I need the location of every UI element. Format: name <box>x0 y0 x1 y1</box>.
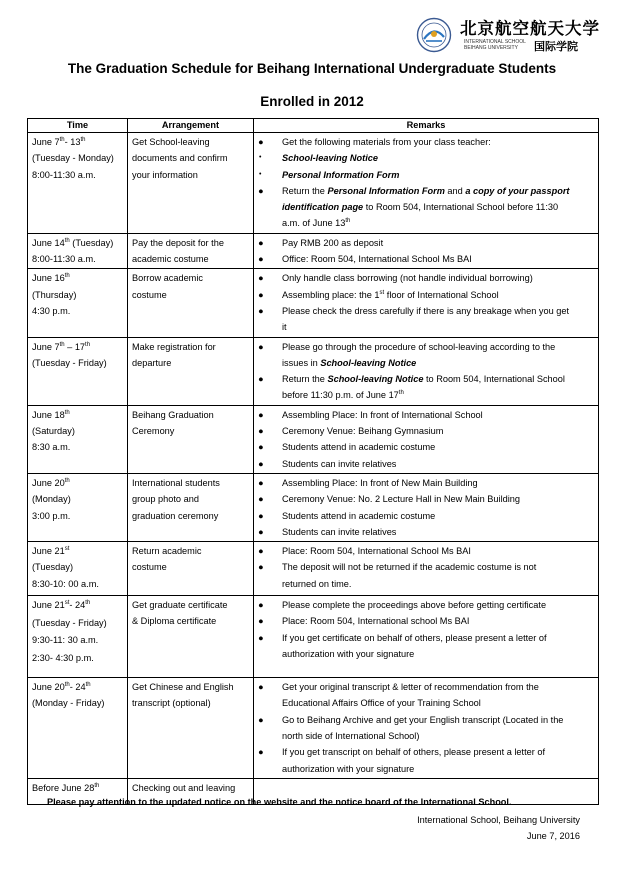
time-line <box>32 439 123 455</box>
remark-item <box>258 597 594 613</box>
arrangement-line: Checking out and leaving <box>132 782 236 793</box>
text-segment: - 13 <box>64 137 81 147</box>
text-segment: Pay RMB 200 as deposit <box>282 237 384 248</box>
bullet-icon: ● <box>258 341 264 352</box>
remark-item <box>258 371 594 404</box>
text-segment: Assembling Place: In front of International School <box>282 409 483 420</box>
remarks-cell <box>254 596 599 678</box>
remark-item <box>258 559 594 592</box>
text-segment: north side of International School) <box>282 731 420 742</box>
time-line <box>32 251 123 267</box>
superscript: th <box>345 218 351 225</box>
superscript: th <box>64 237 70 244</box>
arrangement-cell <box>128 542 254 596</box>
table-row <box>28 596 599 678</box>
text-segment: (Tuesday) <box>69 237 114 248</box>
remarks-cell <box>254 678 599 779</box>
text-segment: Students can invite relatives <box>282 458 397 469</box>
arrangement-line: Pay the deposit for the <box>132 237 224 248</box>
table-row <box>28 133 599 234</box>
superscript: th <box>85 341 91 348</box>
text-segment: a.m. of June 13 <box>282 218 346 229</box>
time-line <box>32 559 123 575</box>
bullet-icon: ● <box>258 747 264 758</box>
arrangement-cell <box>128 596 254 678</box>
text-segment: June 18 <box>32 409 65 420</box>
bullet-icon: ● <box>258 137 264 147</box>
time-line <box>32 150 123 166</box>
text-segment: (Tuesday - Friday) <box>32 357 107 368</box>
remark-item <box>258 150 594 166</box>
superscript: th <box>59 137 65 143</box>
bullet-icon: ● <box>258 185 264 196</box>
remarks-list <box>258 134 594 232</box>
remark-item <box>258 134 594 150</box>
remarks-cell <box>254 405 599 473</box>
arrangement-cell <box>128 473 254 541</box>
superscript: st <box>379 289 385 296</box>
text-segment: If you get certificate on behalf of others, please present a letter of <box>282 632 547 643</box>
text-segment: June 20 <box>32 682 65 693</box>
text-segment: 8:30 a.m. <box>32 442 71 453</box>
bullet-icon: ● <box>258 562 264 573</box>
table-row <box>28 269 599 337</box>
remarks-list <box>258 339 594 404</box>
emphasis-text: Personal Information Form <box>282 169 400 180</box>
remark-item <box>258 712 594 745</box>
text-segment: before 11:30 p.m. of June 17 <box>282 390 399 401</box>
text-segment: Students can invite relatives <box>282 526 397 537</box>
text-segment: June 14 <box>32 237 65 248</box>
superscript: th <box>94 782 100 789</box>
emphasis-text: identification page <box>282 202 364 213</box>
text-segment: (Tuesday - Friday) <box>32 617 107 628</box>
time-line <box>32 780 123 796</box>
remark-item <box>258 339 594 372</box>
arrangement-line: group photo and <box>132 494 199 505</box>
remark-item <box>258 287 594 303</box>
superscript: th <box>64 477 70 484</box>
text-segment: June 20 <box>32 477 65 488</box>
bullet-icon: ● <box>258 237 264 248</box>
arrangement-cell <box>128 405 254 473</box>
remark-item <box>258 167 594 183</box>
text-segment: 4:30 p.m. <box>32 305 71 316</box>
text-segment: Students attend in academic costume <box>282 442 436 453</box>
remarks-cell <box>254 269 599 337</box>
text-segment: returned on time. <box>282 578 352 589</box>
text-segment: June 21 <box>32 546 65 557</box>
remarks-cell <box>254 133 599 234</box>
time-line <box>32 543 123 559</box>
time-line <box>32 695 123 711</box>
remarks-list <box>258 407 594 472</box>
time-line <box>32 423 123 439</box>
arrangement-line: & Diploma certificate <box>132 616 217 627</box>
text-segment: and <box>444 185 466 196</box>
text-segment: Assembling place: the 1 <box>282 289 380 300</box>
bullet-icon: ● <box>258 714 264 725</box>
bullet-icon: ● <box>258 273 264 284</box>
bullet-icon: ● <box>258 374 264 385</box>
text-segment: June 7 <box>32 341 60 352</box>
time-line <box>32 355 123 371</box>
time-line <box>32 576 123 592</box>
arrangement-line: Return academic <box>132 546 202 557</box>
time-line <box>32 407 123 423</box>
time-cell <box>28 405 128 473</box>
text-segment: 3:00 p.m. <box>32 510 71 521</box>
table-row <box>28 678 599 779</box>
text-segment: 2:30- 4:30 p.m. <box>32 652 94 663</box>
text-segment: June 16 <box>32 273 65 284</box>
time-line <box>32 270 123 286</box>
bullet-icon: ● <box>258 546 264 557</box>
text-segment: authorization with your signature <box>282 649 415 660</box>
university-logo <box>416 17 600 57</box>
bullet-icon: ● <box>258 616 264 627</box>
header-remarks: Remarks <box>254 119 599 133</box>
text-segment: (Thursday) <box>32 289 77 300</box>
arrangement-line: Borrow academic <box>132 273 203 284</box>
bullet-icon: ● <box>258 477 264 488</box>
bullet-icon: ● <box>258 526 264 537</box>
bullet-icon: ● <box>258 305 264 316</box>
bullet-icon: ● <box>258 458 264 469</box>
time-line <box>32 287 123 303</box>
time-line <box>32 134 123 150</box>
emphasis-text: Personal Information Form <box>327 185 445 196</box>
time-line <box>32 650 123 668</box>
remark-item <box>258 630 594 663</box>
arrangement-line: graduation ceremony <box>132 510 219 521</box>
text-segment: - 24 <box>69 600 86 611</box>
remark-item <box>258 475 594 491</box>
time-line <box>32 235 123 251</box>
bullet-icon: ● <box>258 426 264 437</box>
school-name-en-line: INTERNATIONAL SCHOOL <box>464 39 526 45</box>
arrangement-line: documents and confirm <box>132 153 228 164</box>
text-segment: Place: Room 504, International school Ms BAI <box>282 616 470 627</box>
arrangement-line: Make registration for <box>132 341 216 352</box>
remarks-list <box>258 235 594 268</box>
text-segment: Only handle class borrowing (not handle individual borrowing) <box>282 273 533 284</box>
text-segment: 8:00-11:30 a.m. <box>32 169 96 180</box>
text-segment: – 17 <box>64 341 86 352</box>
remarks-cell <box>254 542 599 596</box>
remarks-cell <box>254 337 599 405</box>
text-segment: 9:30-11: 30 a.m. <box>32 635 99 646</box>
bullet-icon: ● <box>258 494 264 505</box>
text-segment: floor of International School <box>384 289 499 300</box>
text-segment: issues in <box>282 357 321 368</box>
page-title: The Graduation Schedule for Beihang International Undergraduate Students <box>67 61 557 76</box>
time-line <box>32 615 123 633</box>
text-segment: 8:30-10: 00 a.m. <box>32 578 99 589</box>
superscript: th <box>64 409 70 416</box>
text-segment: Place: Room 504, International School Ms BAI <box>282 546 471 557</box>
arrangement-cell <box>128 678 254 779</box>
text-segment: (Monday) <box>32 494 71 505</box>
superscript: st <box>64 546 70 553</box>
small-bullet-icon: • <box>259 170 262 178</box>
bullet-icon: ● <box>258 682 264 693</box>
text-segment: (Monday - Friday) <box>32 698 105 709</box>
text-segment: The deposit will not be returned if the academic costume is not <box>282 562 537 573</box>
footer-notice: Please pay attention to the updated notice on the website and the notice board of the International School. <box>47 797 512 807</box>
remark-item <box>258 423 594 439</box>
superscript: th <box>85 600 91 607</box>
table-row <box>28 233 599 269</box>
arrangement-cell <box>128 233 254 269</box>
arrangement-cell <box>128 133 254 234</box>
remark-item <box>258 456 594 472</box>
time-line <box>32 475 123 491</box>
text-segment: Please complete the proceedings above before getting certificate <box>282 600 547 611</box>
arrangement-line: transcript (optional) <box>132 698 211 709</box>
remark-item <box>258 270 594 286</box>
remark-item <box>258 744 594 777</box>
arrangement-line: academic costume <box>132 254 209 265</box>
superscript: th <box>64 682 70 689</box>
arrangement-line: your information <box>132 169 198 180</box>
text-segment: Before June 28 <box>32 782 95 793</box>
small-bullet-icon: • <box>259 154 262 162</box>
school-name-cn: 国际学院 <box>534 40 578 53</box>
table-header-row <box>28 119 599 133</box>
text-segment: (Tuesday) <box>32 562 74 573</box>
bullet-icon: ● <box>258 510 264 521</box>
remarks-list <box>258 543 594 592</box>
arrangement-line: costume <box>132 289 167 300</box>
text-segment: Educational Affairs Office of your Training School <box>282 698 481 709</box>
university-seal-icon <box>416 17 452 53</box>
time-cell <box>28 596 128 678</box>
arrangement-line: Ceremony <box>132 426 175 437</box>
emphasis-text: School-leaving Notice <box>320 357 417 368</box>
remark-item <box>258 439 594 455</box>
university-name-en-line: BEIHANG UNIVERSITY <box>464 45 518 51</box>
text-segment: it <box>282 322 287 333</box>
time-line <box>32 491 123 507</box>
text-segment: Students attend in academic costume <box>282 510 436 521</box>
text-segment: authorization with your signature <box>282 763 415 774</box>
remark-item <box>258 251 594 267</box>
superscript: th <box>398 390 404 397</box>
remark-item <box>258 303 594 336</box>
text-segment: If you get transcript on behalf of others, please present a letter of <box>282 747 546 758</box>
remark-item <box>258 508 594 524</box>
table-row <box>28 405 599 473</box>
text-segment: Get the following materials from your class teacher: <box>282 137 491 147</box>
remarks-cell <box>254 233 599 269</box>
time-line <box>32 597 123 615</box>
remark-item <box>258 543 594 559</box>
time-cell <box>28 542 128 596</box>
text-segment: June 21 <box>32 600 65 611</box>
text-segment: 8:00-11:30 a.m. <box>32 254 96 265</box>
text-segment: Ceremony Venue: Beihang Gymnasium <box>282 426 444 437</box>
time-line <box>32 632 123 650</box>
remarks-list <box>258 475 594 540</box>
emphasis-text: a copy of your passport <box>465 185 570 196</box>
remark-item <box>258 491 594 507</box>
bullet-icon: ● <box>258 289 264 300</box>
text-segment: Go to Beihang Archive and get your English transcript (Located in the <box>282 714 564 725</box>
text-segment: (Saturday) <box>32 426 75 437</box>
remark-item <box>258 183 594 232</box>
schedule-body <box>28 133 599 805</box>
text-segment: Office: Room 504, International School Ms BAI <box>282 254 472 265</box>
time-cell <box>28 678 128 779</box>
bullet-icon: ● <box>258 254 264 265</box>
time-line <box>32 303 123 319</box>
signature-date: June 7, 2016 <box>526 831 580 841</box>
signature-organization: International School, Beihang University <box>417 815 580 825</box>
header-arrangement: Arrangement <box>128 119 254 133</box>
text-segment: Return the <box>282 185 328 196</box>
text-segment: to Room 504, International School <box>423 374 565 385</box>
remarks-list <box>258 270 594 335</box>
bullet-icon: ● <box>258 409 264 420</box>
time-cell <box>28 473 128 541</box>
superscript: th <box>64 273 70 280</box>
emphasis-text: School-leaving Notice <box>282 153 378 164</box>
superscript: th <box>85 682 91 689</box>
arrangement-line: costume <box>132 562 167 573</box>
page-subtitle: Enrolled in 2012 <box>260 94 364 109</box>
bullet-icon: ● <box>258 442 264 453</box>
time-line <box>32 339 123 355</box>
emphasis-text: School-leaving Notice <box>327 374 424 385</box>
arrangement-line: Get graduate certificate <box>132 600 228 611</box>
table-row <box>28 337 599 405</box>
text-segment: - 24 <box>69 682 86 693</box>
remark-item <box>258 613 594 629</box>
arrangement-line: Beihang Graduation <box>132 409 214 420</box>
time-cell <box>28 269 128 337</box>
time-cell <box>28 233 128 269</box>
table-row <box>28 473 599 541</box>
superscript: st <box>64 600 70 607</box>
superscript: th <box>80 137 86 143</box>
text-segment: Please check the dress carefully if there is any breakage when you get <box>282 305 570 316</box>
remark-item <box>258 679 594 712</box>
arrangement-line: Get School-leaving <box>132 137 210 147</box>
header-time: Time <box>28 119 128 133</box>
time-line <box>32 167 123 183</box>
university-name-cn: 北京航空航天大学 <box>460 19 600 38</box>
remarks-cell <box>254 473 599 541</box>
time-line <box>32 679 123 695</box>
text-segment: Please go through the procedure of school-leaving according to the <box>282 341 556 352</box>
table-row <box>28 542 599 596</box>
arrangement-line: Get Chinese and English <box>132 682 234 693</box>
text-segment: (Tuesday - Monday) <box>32 153 114 164</box>
arrangement-cell <box>128 269 254 337</box>
bullet-icon: ● <box>258 600 264 611</box>
schedule-table <box>27 118 599 805</box>
arrangement-line: departure <box>132 357 172 368</box>
remark-item <box>258 524 594 540</box>
arrangement-cell <box>128 337 254 405</box>
remarks-list <box>258 597 594 662</box>
text-segment: Ceremony Venue: No. 2 Lecture Hall in New Main Building <box>282 494 520 505</box>
text-segment: Return the <box>282 374 328 385</box>
text-segment: Get your original transcript & letter of recommendation from the <box>282 682 539 693</box>
arrangement-line: International students <box>132 477 220 488</box>
time-cell <box>28 133 128 234</box>
superscript: th <box>59 341 65 348</box>
remark-item <box>258 235 594 251</box>
time-line <box>32 508 123 524</box>
school-name-en <box>464 39 526 51</box>
text-segment: to Room 504, International School before 11:30 <box>363 202 559 213</box>
remark-item <box>258 407 594 423</box>
time-cell <box>28 337 128 405</box>
remarks-list <box>258 679 594 777</box>
text-segment: June 7 <box>32 137 60 147</box>
text-segment: Assembling Place: In front of New Main Building <box>282 477 478 488</box>
bullet-icon: ● <box>258 632 264 643</box>
